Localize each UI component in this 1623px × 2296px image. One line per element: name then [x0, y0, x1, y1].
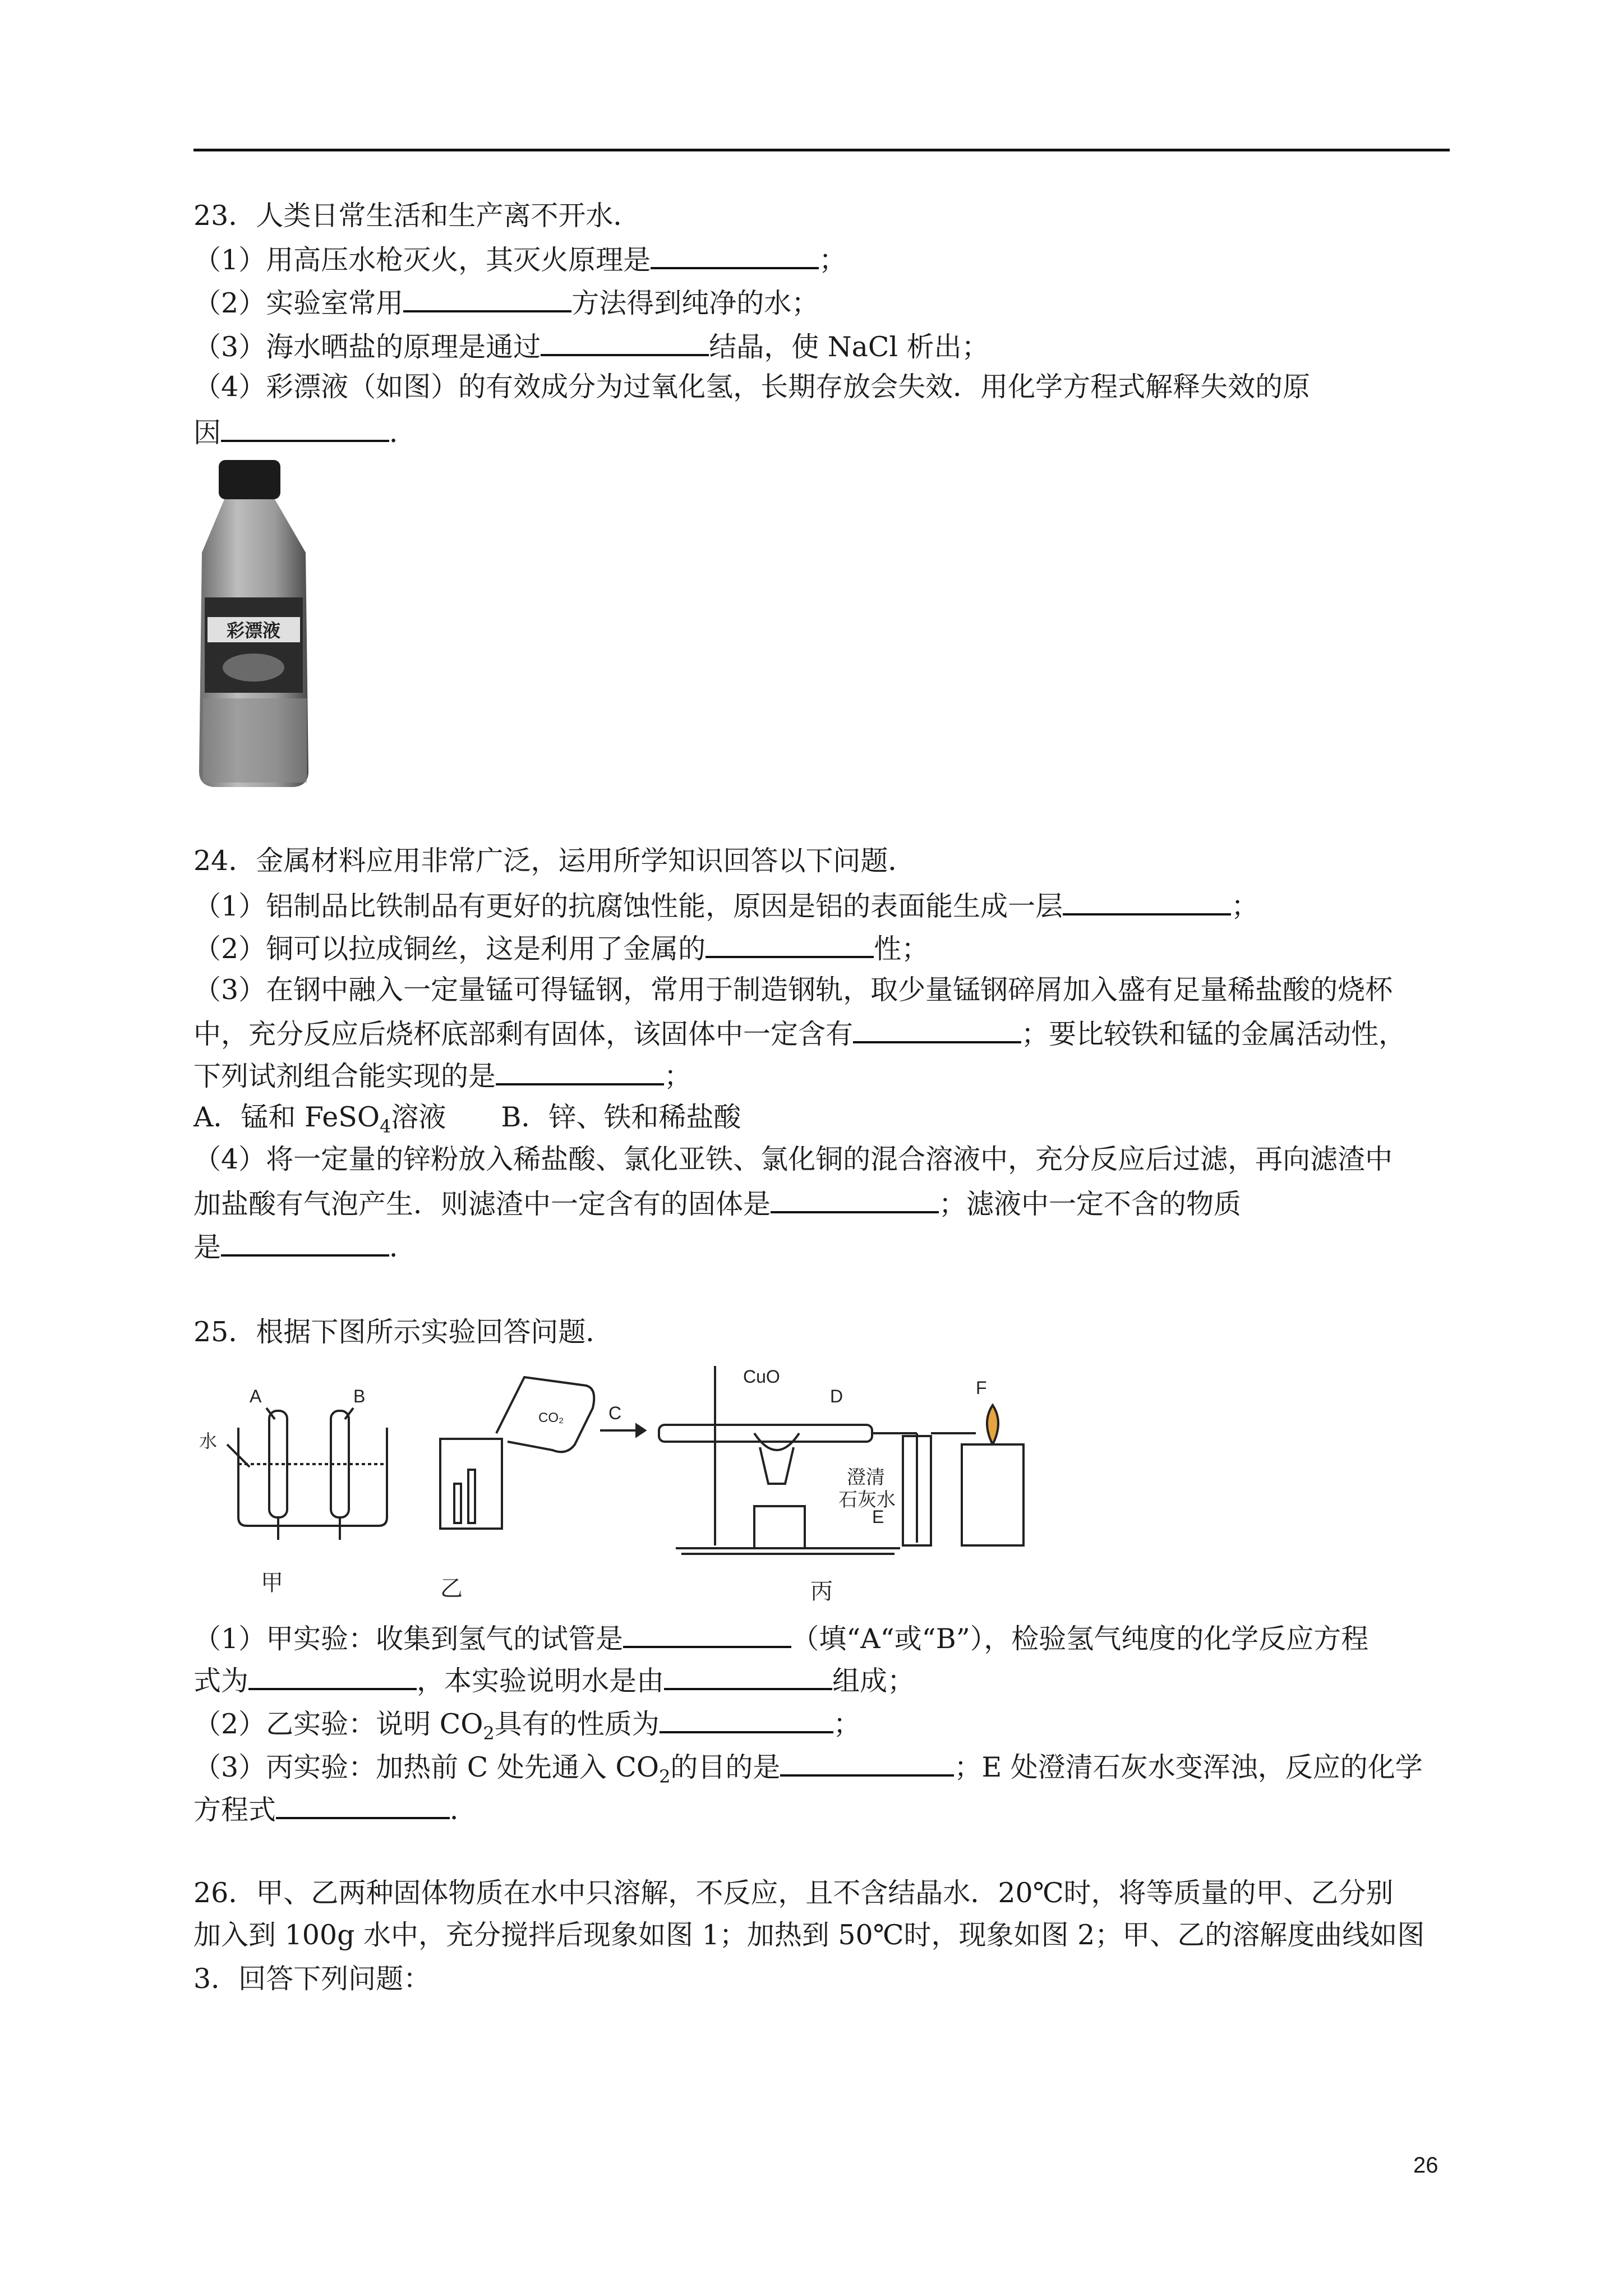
label-B: B — [353, 1386, 366, 1406]
q23-line5: 因 ． — [193, 414, 417, 450]
bottle-label: 彩漂液 — [226, 620, 281, 641]
answer-blank[interactable] — [1063, 887, 1231, 915]
answer-blank[interactable] — [221, 414, 389, 442]
label-A: A — [250, 1386, 262, 1406]
answer-blank[interactable] — [706, 930, 874, 958]
answer-blank[interactable] — [853, 1015, 1021, 1043]
page-number: 26 — [1413, 2153, 1438, 2178]
q25-line2: 式为 ，本实验说明水是由 组成； — [193, 1662, 915, 1698]
q23-line3: （3）海水晒盐的原理是通过 结晶，使 NaCl 析出； — [193, 328, 989, 364]
bleach-bottle-image — [191, 457, 325, 794]
answer-blank[interactable] — [248, 1662, 417, 1690]
label-co2: CO₂ — [538, 1410, 564, 1425]
q23-title: 23．人类日常生活和生产离不开水． — [193, 200, 641, 232]
label-bing: 丙 — [810, 1579, 833, 1602]
answer-blank[interactable] — [496, 1057, 664, 1085]
q25-line5: 方程式 ． — [193, 1791, 477, 1827]
q23-line1: （1）用高压水枪灭火，其灭火原理是 ； — [193, 241, 846, 277]
label-limewater-2: 石灰水 — [838, 1489, 896, 1511]
experiment-figure — [193, 1355, 1035, 1602]
q24-title: 24．金属材料应用非常广泛，运用所学知识回答以下问题． — [193, 845, 916, 877]
q24-line4: 中，充分反应后烧杯底部剩有固体，该固体中一定含有 ；要比较铁和锰的金属活动性， — [193, 1015, 1406, 1051]
q26-line1: 26．甲、乙两种固体物质在水中只溶解，不反应，且不含结晶水．20℃时，将等质量的甲、乙分别 — [193, 1877, 1394, 1909]
q25-line3: （2）乙实验：说明 $CO_2$具有的性质为 ； — [193, 1705, 861, 1741]
answer-blank[interactable] — [660, 1705, 833, 1733]
answer-blank[interactable] — [221, 1228, 389, 1257]
label-yi: 乙 — [440, 1576, 463, 1601]
label-D: D — [830, 1386, 843, 1406]
q25-line4: （3）丙实验：加热前 C 处先通入 $CO_2$的目的是 ；E 处澄清石灰水变浑浊，反应的化学 — [193, 1749, 1423, 1784]
q24-line7: （4）将一定量的锌粉放入稀盐酸、氯化亚铁、氯化铜的混合溶液中，充分反应后过滤，再向滤渣中 — [193, 1143, 1393, 1175]
q26-line2: 加入到 100g 水中，充分搅拌后现象如图 1；加热到 50℃时，现象如图 2；甲、乙的溶解度曲线如图 — [193, 1919, 1425, 1951]
answer-blank[interactable] — [276, 1791, 450, 1819]
q24-line1: （1）铝制品比铁制品有更好的抗腐蚀性能，原因是铝的表面能生成一层 ； — [193, 887, 1258, 923]
label-C: C — [608, 1403, 622, 1423]
answer-blank[interactable] — [541, 328, 709, 356]
q26-line3: 3．回答下列问题： — [193, 1963, 431, 1995]
answer-blank[interactable] — [780, 1749, 954, 1777]
label-CuO: CuO — [743, 1366, 780, 1387]
label-limewater-1: 澄清 — [847, 1467, 885, 1488]
label-F: F — [976, 1378, 987, 1398]
q24-line8: 加盐酸有气泡产生．则滤渣中一定含有的固体是 ；滤液中一定不含的物质 — [193, 1185, 1241, 1221]
label-jia: 甲 — [261, 1571, 283, 1595]
answer-blank[interactable] — [664, 1662, 832, 1690]
answer-blank[interactable] — [623, 1620, 791, 1648]
q24-line3: （3）在钢中融入一定量锰可得锰钢，常用于制造钢轨，取少量锰钢碎屑加入盛有足量稀盐酸的烧杯 — [193, 974, 1393, 1006]
answer-blank[interactable] — [403, 284, 571, 312]
q23-line2: （2）实验室常用 方法得到纯净的水； — [193, 284, 819, 320]
q24-line5: 下列试剂组合能实现的是 ； — [193, 1057, 691, 1093]
q24-line9: 是 ． — [193, 1228, 417, 1264]
label-E: E — [872, 1507, 884, 1527]
q24-line2: （2）铜可以拉成铜丝，这是利用了金属的 性； — [193, 930, 929, 966]
label-water: 水 — [199, 1431, 218, 1451]
q23-line4: （4）彩漂液（如图）的有效成分为过氧化氢，长期存放会失效．用化学方程式解释失效的原 — [193, 371, 1311, 403]
q25-line1: （1）甲实验：收集到氢气的试管是 （填“A“或“B”），检验氢气纯度的化学反应方程 — [193, 1620, 1368, 1656]
q24-options: A．锰和 FeSO$_4$溶液 B．锌、铁和稀盐酸 — [193, 1101, 741, 1137]
q25-title: 25．根据下图所示实验回答问题． — [193, 1316, 614, 1348]
answer-blank[interactable] — [771, 1185, 939, 1213]
header-rule — [193, 149, 1450, 151]
trough — [238, 1428, 387, 1526]
answer-blank[interactable] — [651, 241, 819, 269]
